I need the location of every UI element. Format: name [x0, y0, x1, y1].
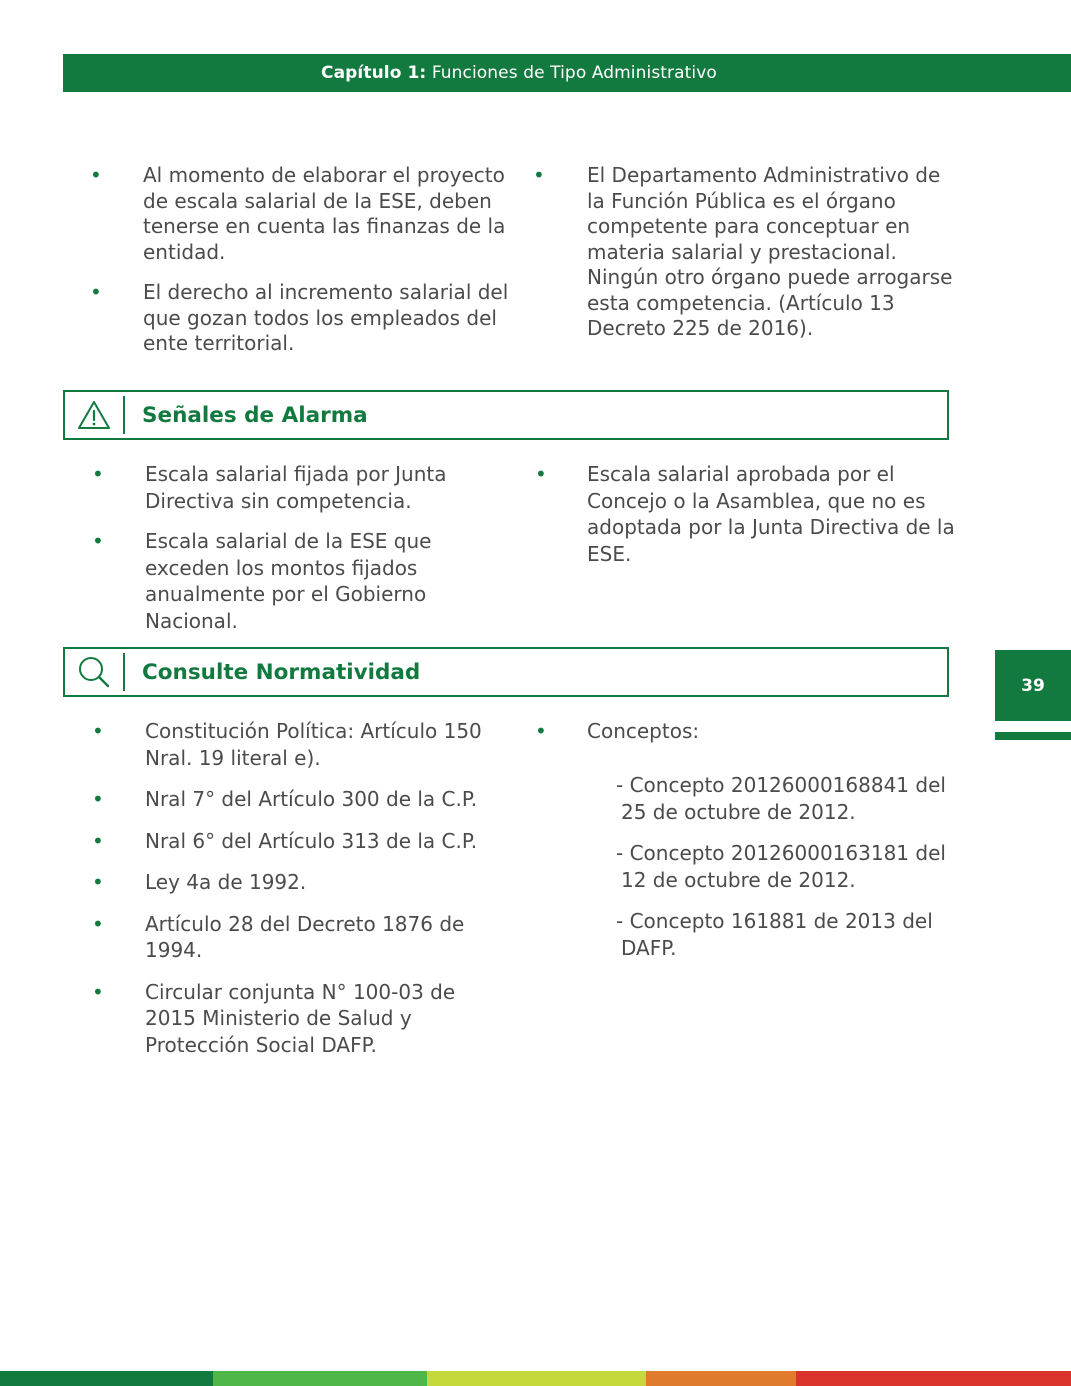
chapter-label: Capítulo 1:: [321, 63, 427, 83]
intro-left-column: [90, 163, 510, 372]
bullet-dot: •: [535, 462, 547, 486]
normatividad-right-column: [535, 718, 955, 745]
list-item: [92, 828, 512, 855]
page-tab-accent: [995, 732, 1071, 740]
bullet-dot: •: [92, 870, 104, 894]
bullet-dot: •: [90, 163, 102, 187]
intro-right-column: [533, 163, 958, 342]
intro-left-list: [90, 163, 510, 357]
alarma-section-header: [63, 390, 949, 440]
footer-segment-light-green: [213, 1371, 427, 1386]
normatividad-left-column: [92, 718, 512, 1073]
list-item: [92, 461, 512, 514]
conceptos-heading: Conceptos:: [587, 719, 700, 743]
bullet-dot: •: [92, 787, 104, 811]
bullet-dot: •: [90, 280, 102, 304]
normatividad-icon-wrap: [65, 653, 125, 691]
list-item: [92, 869, 512, 896]
list-item: [92, 528, 512, 634]
concepto-date: DAFP.: [621, 935, 677, 960]
list-item-text: Al momento de elaborar el proyecto de escala salarial de la ESE, deben tenerse en cuenta las finanzas de la entidad.: [143, 163, 506, 264]
bullet-dot: •: [92, 462, 104, 486]
search-icon: [77, 655, 111, 689]
concepto-item: [616, 840, 956, 893]
list-item: [90, 280, 510, 357]
list-item: [92, 718, 512, 771]
concepto-line: - Concepto 161881 de 2013 del: [616, 909, 933, 933]
concepto-item: [616, 908, 956, 961]
bullet-dot: •: [92, 911, 104, 936]
list-item-text: Ley 4a de 1992.: [145, 870, 307, 894]
list-item-text: Escala salarial aprobada por el Concejo o la Asamblea, que no es adoptada por la Junta Directiva de la ESE.: [587, 462, 955, 566]
intro-right-list: [533, 163, 958, 342]
normatividad-section-header: [63, 647, 949, 697]
list-item-text: Escala salarial fijada por Junta Directiva sin competencia.: [145, 462, 447, 513]
list-item-text: Circular conjunta N° 100-03 de 2015 Ministerio de Salud y Protección Social DAFP.: [145, 979, 456, 1057]
conceptos-sublist: [616, 772, 956, 976]
list-item: [535, 461, 955, 567]
concepto-date: 25 de octubre de 2012.: [621, 799, 856, 824]
list-item-text: El derecho al incremento salarial del que gozan todos los empleados del ente territorial.: [143, 280, 509, 355]
footer-segment-red: [796, 1371, 1071, 1386]
list-item: [92, 979, 512, 1059]
list-item-text: Nral 7° del Artículo 300 de la C.P.: [145, 787, 478, 811]
alarma-right-list: [535, 461, 955, 567]
list-item: [535, 718, 955, 745]
alarma-icon-wrap: [65, 396, 125, 434]
normatividad-section-title: Consulte Normatividad: [142, 659, 421, 685]
concepto-line: - Concepto 20126000168841 del: [616, 773, 946, 797]
chapter-title: Funciones de Tipo Administrativo: [426, 63, 717, 83]
concepto-date: 12 de octubre de 2012.: [621, 867, 856, 892]
chapter-header-bar: [63, 54, 1071, 92]
bullet-dot: •: [92, 529, 104, 553]
alarma-right-column: [535, 461, 955, 567]
list-item-text: Escala salarial de la ESE que exceden los montos fijados anualmente por el Gobierno Nacional.: [145, 529, 432, 633]
list-item: [92, 786, 512, 813]
bullet-dot: •: [92, 828, 104, 853]
page-number: 39: [1021, 675, 1045, 696]
concepto-line: - Concepto 20126000163181 del: [616, 841, 946, 865]
list-item-text: Artículo 28 del Decreto 1876 de 1994.: [145, 911, 465, 962]
normatividad-left-list: [92, 718, 512, 1058]
list-item-text: Constitución Política: Artículo 150 Nral. 19 literal e).: [145, 719, 482, 770]
bullet-dot: •: [92, 719, 104, 743]
concepto-item: [616, 772, 956, 825]
alarma-left-column: [92, 461, 512, 648]
bullet-dot: •: [92, 979, 104, 1004]
alarma-left-list: [92, 461, 512, 634]
list-item-text: Nral 6° del Artículo 313 de la C.P.: [145, 828, 478, 853]
footer-segment-dark-green: [0, 1371, 213, 1386]
normatividad-right-list: [535, 718, 955, 745]
list-item: [90, 163, 510, 265]
warning-triangle-icon: [76, 399, 112, 431]
list-item: [533, 163, 958, 342]
bullet-dot: •: [535, 719, 547, 743]
alarma-section-title: Señales de Alarma: [142, 402, 368, 428]
bullet-dot: •: [533, 163, 545, 187]
list-item: [92, 911, 512, 964]
footer-segment-lime: [427, 1371, 646, 1386]
chapter-header: [321, 63, 717, 83]
footer-segment-orange: [646, 1371, 796, 1386]
page-number-tab: [995, 650, 1071, 721]
list-item-text: El Departamento Administrativo de la Función Pública es el órgano competente para conceptuar en materia salarial y prestacional. Ningún otro órgano puede arrogarse esta competencia. (Artículo 13 Decreto 225 de 2016).: [587, 163, 953, 340]
footer-color-strip: [0, 1371, 1071, 1386]
